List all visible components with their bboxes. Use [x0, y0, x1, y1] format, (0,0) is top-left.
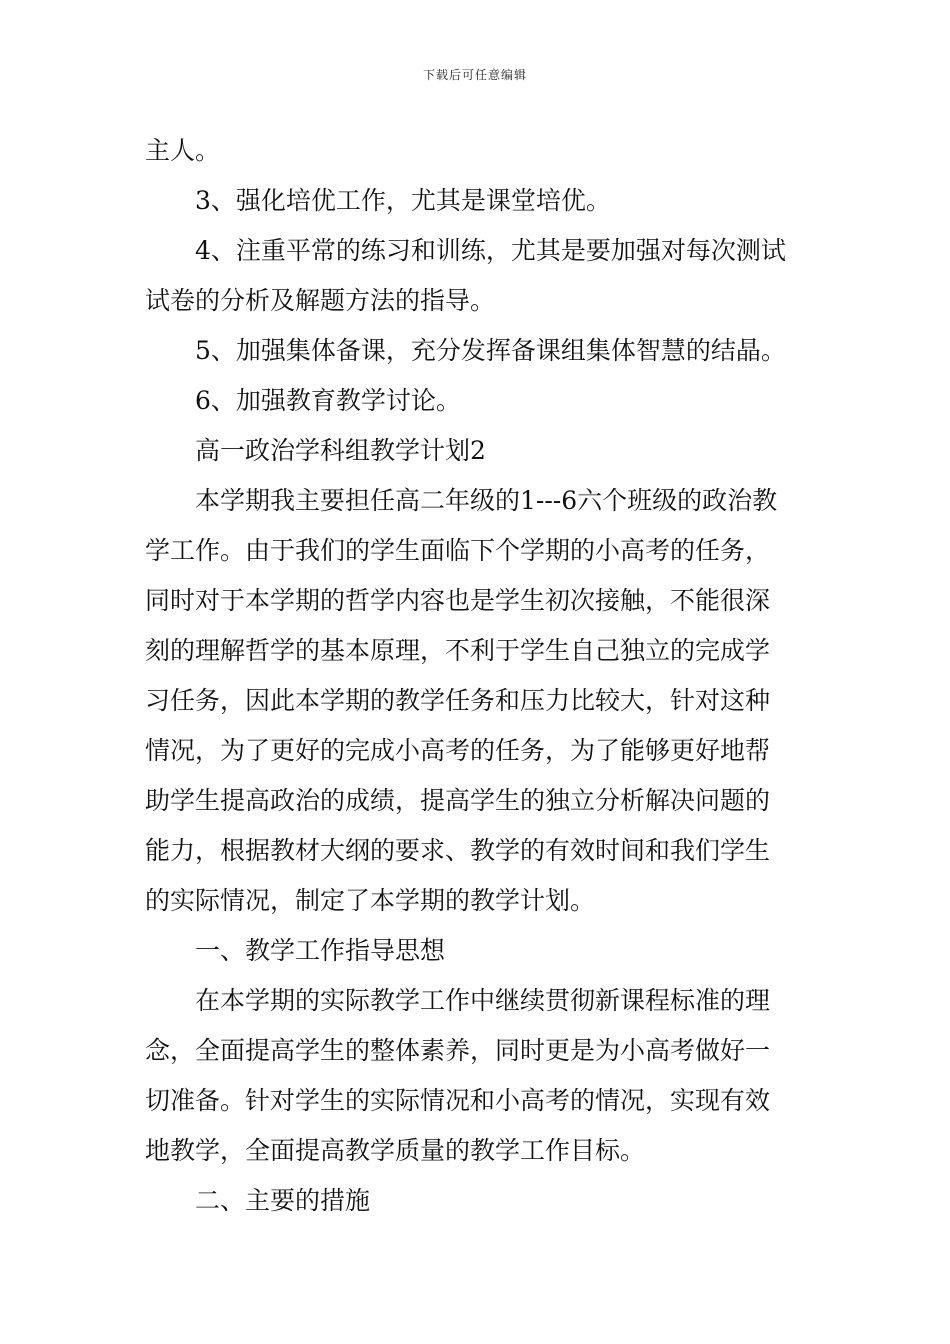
text-line: 4、注重平常的练习和训练，尤其是要加强对每次测试: [195, 236, 786, 265]
text-line: 同时对于本学期的哲学内容也是学生初次接触，不能很深: [145, 586, 771, 615]
text-line: 5、加强集体备课，充分发挥备课组集体智慧的结晶。: [195, 336, 786, 365]
text-line: 切准备。针对学生的实际情况和小高考的情况，实现有效: [145, 1086, 771, 1115]
page-header: 下载后可任意编辑: [422, 68, 527, 82]
document-body: [145, 126, 809, 1226]
text-line: 在本学期的实际教学工作中继续贯彻新课程标准的理: [195, 986, 771, 1015]
text-line: 助学生提高政治的成绩，提高学生的独立分析解决问题的: [145, 786, 771, 815]
text-line: 6、加强教育教学讨论。: [195, 386, 461, 415]
text-line: 地教学，全面提高教学质量的教学工作目标。: [145, 1136, 646, 1165]
section-title: 高一政治学科组教学计划2: [195, 436, 486, 465]
text-line: 念，全面提高学生的整体素养，同时更是为小高考做好一: [145, 1036, 771, 1065]
text-line: 学工作。由于我们的学生面临下个学期的小高考的任务，: [145, 536, 771, 565]
text-line: 3、强化培优工作，尤其是课堂培优。: [195, 186, 611, 215]
text-line: 主人。: [145, 136, 221, 165]
section-heading: 一、教学工作指导思想: [195, 936, 446, 965]
section-heading: 二、主要的措施: [195, 1186, 371, 1215]
text-line: 刻的理解哲学的基本原理，不利于学生自己独立的完成学: [145, 636, 771, 665]
text-line: 情况，为了更好的完成小高考的任务，为了能够更好地帮: [145, 736, 771, 765]
text-line: 习任务，因此本学期的教学任务和压力比较大，针对这种: [145, 686, 771, 715]
text-line: 的实际情况，制定了本学期的教学计划。: [145, 886, 596, 915]
text-line: 本学期我主要担任高二年级的1---6六个班级的政治教: [195, 486, 778, 515]
text-line: 能力，根据教材大纲的要求、教学的有效时间和我们学生: [145, 836, 771, 865]
text-line: 试卷的分析及解题方法的指导。: [145, 286, 496, 315]
